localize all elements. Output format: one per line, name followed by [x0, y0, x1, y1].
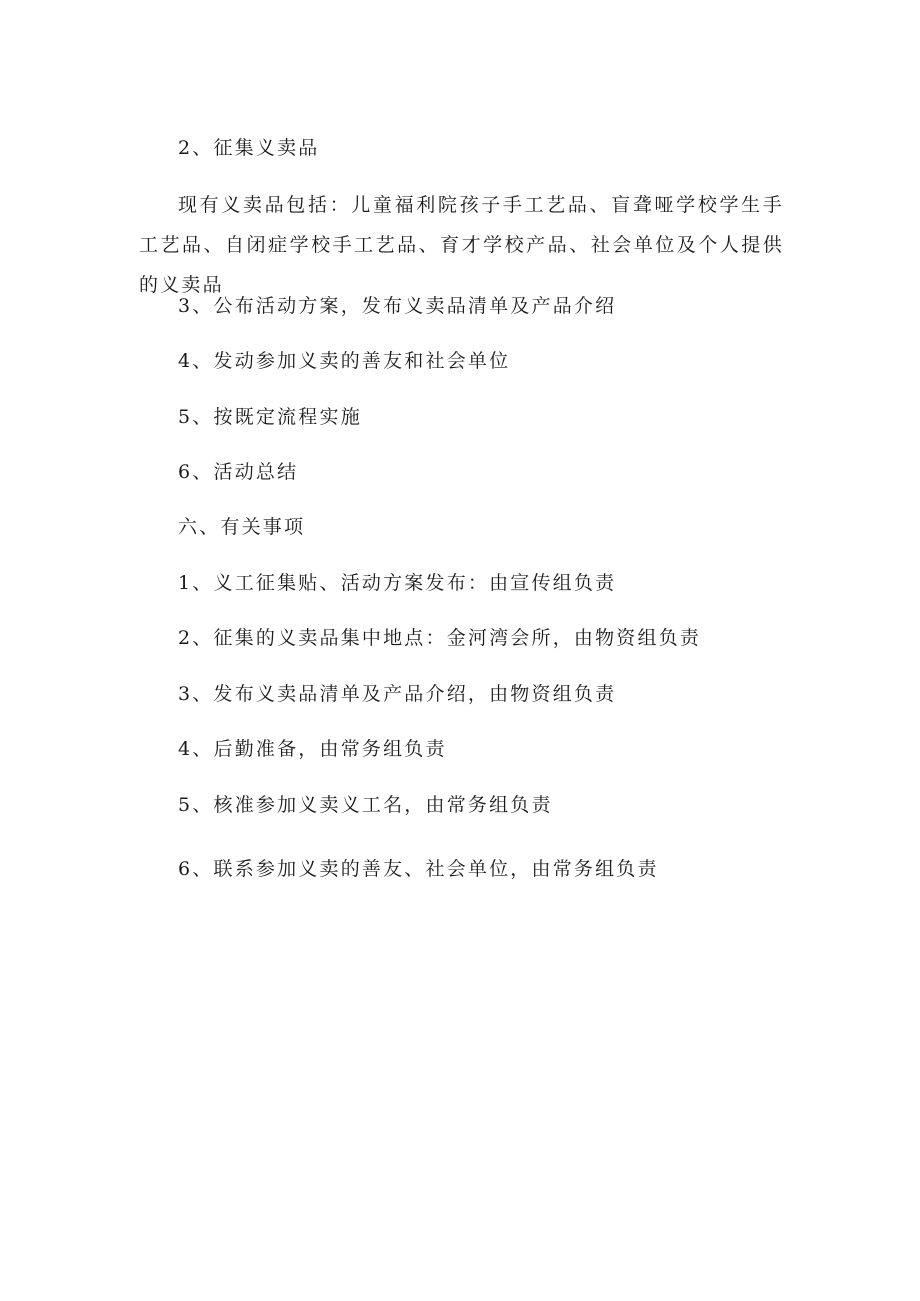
item-collect-heading: 2、征集义卖品	[178, 137, 320, 159]
matter-4-line: 4、后勤准备，由常务组负责	[178, 738, 447, 760]
item-implement-line: 5、按既定流程实施	[178, 406, 362, 428]
item-mobilize-line: 4、发动参加义卖的善友和社会单位	[178, 350, 511, 372]
existing-items-paragraph: 现有义卖品包括：儿童福利院孩子手工艺品、盲聋哑学校学生手工艺品、自闭症学校手工艺品、育才学校产品、社会单位及个人提供的义卖品	[139, 194, 784, 296]
matter-2-line: 2、征集的义卖品集中地点：金河湾会所，由物资组负责	[178, 627, 702, 649]
matter-1-line: 1、义工征集贴、活动方案发布：由宣传组负责	[178, 572, 617, 594]
item-summary-line: 6、活动总结	[178, 461, 299, 483]
item-publish-line: 3、公布活动方案，发布义卖品清单及产品介绍	[178, 295, 617, 317]
matter-3-line: 3、发布义卖品清单及产品介绍，由物资组负责	[178, 683, 617, 705]
section-six-heading: 六、有关事项	[178, 516, 306, 538]
matter-5-line: 5、核准参加义卖义工名，由常务组负责	[178, 794, 553, 816]
matter-6-line: 6、联系参加义卖的善友、社会单位，由常务组负责	[178, 858, 659, 880]
